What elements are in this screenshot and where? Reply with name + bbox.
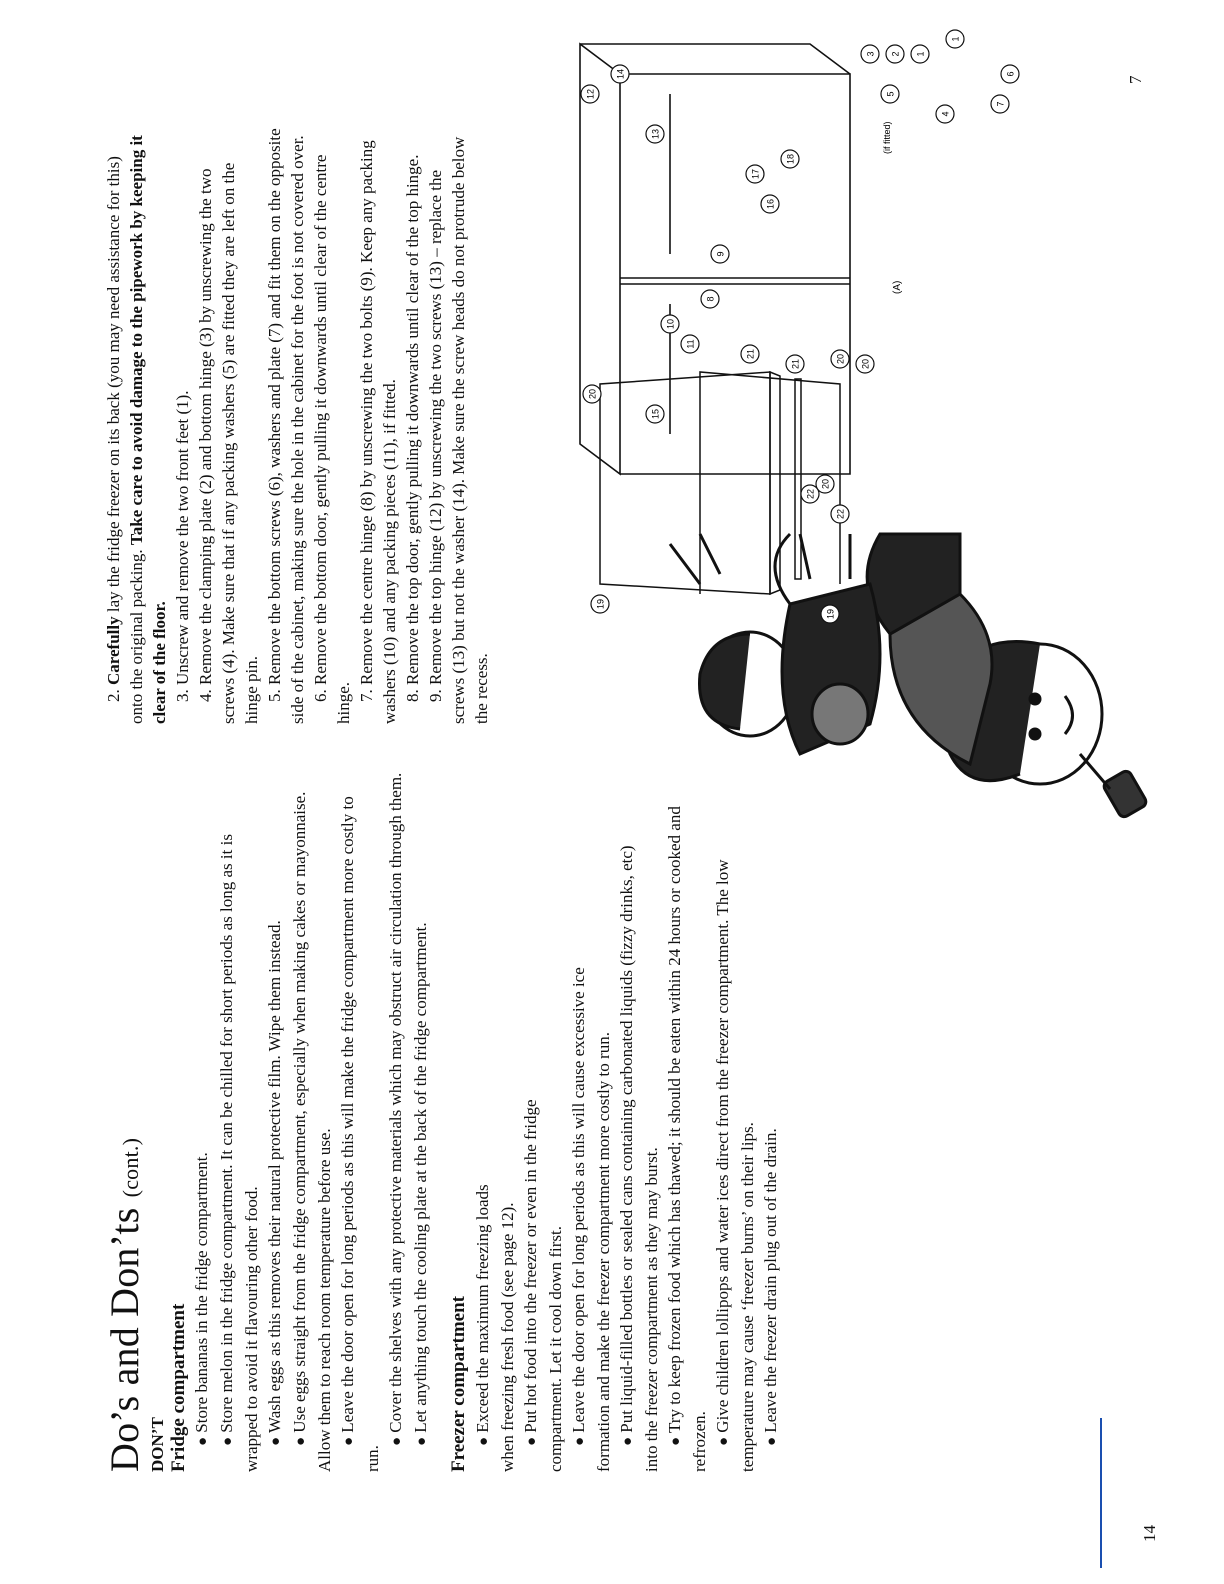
page-number-right: 7 [1126, 75, 1145, 84]
callout-number: 12 [585, 88, 596, 100]
callout-number: 16 [765, 198, 776, 210]
step-item: 9. Remove the top hinge (12) by unscrewing the two screws (13) – replace the screws (13) but not the washer (14). Make sure the screw heads do not protrude below the recess. [426, 136, 491, 724]
fridge-compartment-heading: Fridge compartment [167, 1303, 189, 1472]
page-number-left: 14 [1140, 1525, 1159, 1542]
freezer-item: ● Leave the door open for long periods as this will cause excessive ice formation and make the freezer compartment more costly to run. [569, 967, 614, 1472]
freezer-item: ● Exceed the maximum freezing loads when freezing fresh food (see page 12). [473, 1184, 518, 1472]
freezer-item: ● Put liquid-filled bottles or sealed cans containing carbonated liquids (fizzy drinks, etc) into the freezer compartment as they may burst. [617, 845, 662, 1472]
callout-number: 20 [835, 353, 846, 365]
left-page-column [104, 772, 784, 1472]
callout-number: 21 [745, 348, 756, 360]
step-item: 6. Remove the bottom door, gently pulling it downwards until clear of the centre hinge. [311, 154, 353, 724]
fridge-item: ● Let anything touch the cooling plate at the back of the fridge compartment. [411, 922, 431, 1446]
callout-number: 20 [587, 388, 598, 400]
callout-number: 7 [995, 101, 1006, 107]
callout-number: 14 [615, 68, 626, 80]
fridge-item: ● Leave the door open for long periods as this will make the fridge compartment more costly to run. [338, 796, 383, 1472]
callout-number: 20 [820, 478, 831, 490]
dont-heading: DON’T [148, 1417, 167, 1472]
callout-number: 21 [790, 358, 801, 370]
callout-number: 22 [835, 508, 846, 520]
callout-number: 5 [885, 91, 896, 97]
callout-number: 22 [805, 488, 816, 500]
fridge-item: ● Store bananas in the fridge compartment. [192, 1152, 212, 1446]
freezer-compartment-heading: Freezer compartment [448, 1295, 470, 1472]
callout-number: 20 [860, 358, 871, 370]
callout-number: 13 [650, 128, 661, 140]
callout-number: 15 [650, 408, 661, 420]
callout-number: 11 [685, 339, 696, 349]
step-item: 5. Remove the bottom screws (6), washers and plate (7) and fit them on the opposite side of the cabinet, making sure the hole in the cabinet for the foot is not covered over. [265, 128, 307, 724]
callout-number: 6 [1005, 71, 1016, 77]
fridge-item: ● Use eggs straight from the fridge compartment, especially when making cakes or mayonnaise. Allow them to reach room temperature before use. [290, 791, 335, 1472]
callout-number: 19 [825, 608, 836, 620]
callout-number: 19 [595, 598, 606, 610]
cabinet-exploded-diagram [560, 14, 1030, 514]
page-title-text: Do’s and Don’ts [102, 1207, 147, 1472]
footer-rule [1100, 1418, 1102, 1568]
page-title [104, 772, 146, 1472]
callout-number: 8 [705, 296, 716, 302]
freezer-item: ● Try to keep frozen food which has thawed; it should be eaten within 24 hours or cooked and refrozen. [665, 806, 710, 1472]
fridge-item: ● Wash eggs as this removes their natural protective film. Wipe them instead. [265, 920, 285, 1446]
step-item: 7. Remove the centre hinge (8) by unscrewing the two bolts (9). Keep any packing washers (10) and any packing pieces (11), if fitted. [357, 140, 399, 724]
label-if-fitted: (if fitted) [882, 121, 892, 154]
freezer-item: ● Give children lollipops and water ices direct from the freezer compartment. The low temperature may cause ‘freezer burns’ on their lips. [713, 859, 758, 1472]
step-item: 4. Remove the clamping plate (2) and bottom hinge (3) by unscrewing the two screws (4). Make sure that if any packing washers (5) are fitted they are left on the hinge pin. [196, 162, 261, 724]
page-title-suffix: (cont.) [118, 1137, 143, 1198]
label-a: (A) [892, 280, 903, 294]
callout-number: 10 [665, 318, 676, 330]
callout-number: 17 [750, 168, 761, 180]
callout-number: 18 [785, 153, 796, 165]
freezer-item: ● Leave the freezer drain plug out of the drain. [761, 1128, 781, 1446]
fridge-item: ● Store melon in the fridge compartment. It can be chilled for short periods as long as it is wrapped to avoid it flavouring other food. [217, 834, 262, 1472]
callout-number: 2 [890, 51, 901, 57]
fridge-item: ● Cover the shelves with any protective materials which may obstruct air circulation through them. [386, 772, 406, 1446]
callout-number: 1 [915, 51, 926, 57]
callout-number: 1 [950, 36, 961, 42]
step-item: 3. Unscrew and remove the two front feet (1). [173, 390, 192, 702]
step-item: 8. Remove the top door, gently pulling it downwards until clear of the top hinge. [403, 154, 422, 702]
step-2: 2. Carefully lay the fridge freezer on its back (you may need assistance for this) onto the original packing. Take care to avoid damage to the pipework by keeping it clear of the floor. [104, 135, 169, 724]
callout-number: 4 [940, 111, 951, 117]
callout-number: 3 [865, 51, 876, 57]
callout-number: 9 [715, 251, 726, 257]
freezer-item: ● Put hot food into the freezer or even in the fridge compartment. Let it cool down first. [521, 1099, 566, 1472]
right-page-column [102, 124, 493, 724]
